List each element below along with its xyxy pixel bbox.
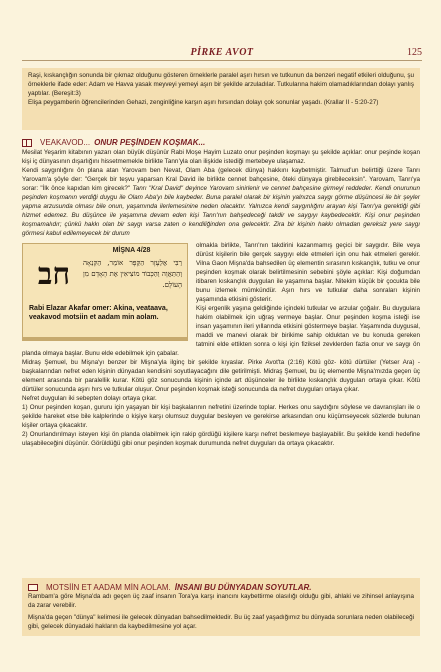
section-heading-bold: ONUR PEŞİNDEN KOŞMAK...: [94, 138, 206, 147]
running-title: PİRKE AVOT: [190, 47, 254, 58]
paragraph: Mişna'da geçen "dünya" kelimesi ile gelecek dünyadan bahsedilmektedir. Bu üç zaaf yaşadığımız bu dünyada sorunlara neden olabileceği gibi, gelecek dünyadaki hakların da kaybedilmesine yol açar.: [28, 613, 414, 630]
mishna-hebrew: רַבִּי אֶלְעָזָר הַקַּפָּר אוֹמֵר, הַקִּנְאָה וְהַתַּאֲוָה וְהַכָּבוֹד מוֹצִיאִין אֶת הָאָדָם מִן הָעוֹלָם.: [83, 259, 182, 289]
section-heading-bold: İNSANI BU DÜNYADAN SOYUTLAR.: [174, 583, 312, 592]
mishna-box: [22, 243, 188, 341]
section-motsiin: [22, 578, 420, 636]
paragraph: Midraş Şemuel, bu Mişna'yı benzer bir Mişna'yla ilginç bir şekilde kıyaslar. Pirke Avot'ta (2:16) Kötü göz- kötü dürtüler (Yetser Ara) - başkalarından nefret eden kişinin dünyadan kendisini soyutlayacağını dile getirilmişti. Midraş Şemuel, bu üç elementle Mişna'mızda geçen üç element arasında bir paralellik kurar. Kötü göz sonucunda kişinin içinde art düşünceler ile birlikte kıskançlık duyguları ortaya çıkar. Kötü dürtüler sonucunda aşırı hırs ve tutkular oluşur. Onur peşinden koşmak isteği sonucunda da nefret duyguları ortaya çıkar.: [22, 359, 420, 393]
paragraph: 2) Onurlandırılmayı isteyen kişi ön planda olabilmek için rakip gördüğü kişilere karşı nefret beslemeye başlayabilir. Bu şekilde kendi hedefine ulaşabileceğini düşünür. Görüldüğü gibi onur peşinden koşmak durumunda nefret duyguları da ortaya çıkacaktır.: [22, 431, 420, 447]
header-rule: [22, 60, 422, 61]
paragraph: Rambam'a göre Mişna'da adı geçen üç zaaf insanın Tora'ya karşı inancını kaybettirme olasılığı olduğu gibi, ahlaki ve zihinsel anlayışına da zarar verebilir.: [28, 593, 414, 609]
float-wrap: [22, 241, 420, 448]
section-heading: [22, 137, 420, 148]
intro-paragraph-1: Raşi, kıskançlığın sonunda bir çıkmaz olduğunu gösteren örneklerle paralel aşırı hırsın ve tutkunun da benzeri negatif etkileri olduğunu, şu örneklerle ifade eder: Adam ve Havva yasak meyveyi yemeyi aşırı bir şekilde arzuladılar. Tutkularına hakim olamadıklarından dolayı yanlış yaptılar. (Bereşit:3): [28, 72, 414, 97]
book-icon: [22, 139, 32, 146]
paragraph: [22, 166, 420, 238]
page-header: [22, 47, 422, 65]
intro-paragraph-2: Elişa peygamberin öğrencilerinden Gehazi, zenginliğine karşın aşırı hırsından dolayı çok sonunlar yaşadı. (Krallar II - 5:20-27): [28, 98, 379, 106]
mishna-border: [23, 337, 187, 340]
paragraph: Kişi ergenlik yaşına geldiğinde içindeki tutkular ve arzular çoğalır. Bu duygulara hakim olabilmek için uğraş vermeye başlar. Onur peşinden koşma isteği ise insan yaşamının ileri yıllarında etkisini göstermeye başlar. Yaşamında duygusal, maddi ve manevi olarak bir birikime sahip olduktan ve bu konuda gereken tatmini elde ettikten sonra o kişi için fiziksel zevklerden fazla onur ve saygı ön planda olmaya başlar. Bunu elde edebilmek için çabalar.: [22, 305, 420, 357]
paragraph: Mesilat Yeşarim kitabının yazarı olan büyük düşünür Rabi Moşe Hayim Luzato onur peşinden koşmayı şu şekilde açıklar: onur peşinde koşan kişi iç dünyasının dışarlığını hissetmemekle birlikte Tanrı'yla olan ilişkide istediği mertebeye ulaşamaz.: [22, 149, 420, 165]
mishna-transliteration: Rabi Elazar Akafar omer: Akina, veataava, veakavod motsiin et aadam min aolam.: [29, 305, 168, 321]
section-heading-plain: MOTSİİN ET AADAM MİN AOLAM.: [46, 583, 171, 592]
section-heading-plain: VEAKAVOD...: [40, 138, 91, 147]
paragraph: 1) Onur peşinden koşan, gururu için yaşayan bir kişi başkalarının nefretini üzerinde toplar. Herkes onu saydığını söylese ve davranışları ile o şekilde hareket etse bile kalplerinde o kişiye karşı olumsuz duygular besleyen ve gerekirse arkasından onu küçümseyecek sözlerde bulunan kişiler ortaya çıkacaktır.: [22, 404, 420, 429]
mishna-glyph: חב: [37, 257, 71, 292]
intro-box: [22, 68, 420, 130]
page-number: 125: [407, 47, 422, 58]
section-heading: [28, 582, 414, 593]
text: Tanrı "Kral David" deyince Yarovam sinirlenir ve cennet bahçesine girmeyi reddeder. Kendi onurunun peşinden koşmanın verdiği duygu ile Olam Aba'yı bile kaybeder. Buna paralel olarak bir kişinin yalnızca saygı görme düşüncesi ile bir şeyler yapma arzusunda olması bile onun, yaşamında ilerlemesinine neden olacaktır. Yalnızca kendi saygınlığını arayan kişi Tanrı'ya gerektiği gibi hizmet edemez. Bu düşünce ile yaşamına devam eden kişi Tanrı'nın bahşedeceği takdir ve saygıyı kaybedecektir. Kişi onur peşinden koşmamalıdır; çünkü hakkı olan bir saygı varsa zaten o kendiliğinden ona gelecektir. Zira bir kişinin hakkı olmadan gereksiz yere saygı görmesi kabul edilemeyecek bir durum: [22, 185, 420, 237]
text: Kendi saygınlığını ön plana atan Yarovam ben Nevat, Olam Aba (gelecek dünya) hakkını kaybetmiştir. Talmud'un belirttiği üzere Tanrı Yarovam'a şöyle der: "Gerçek bir teşvu yaparsan Kral David ile birlikte cennet bahçesine, öteki dünyaya girebileceksin". Yarovam, Tanrı'ya sorar: "İlk önce kapıdan kim girecek?": [22, 167, 420, 192]
section-onur: [22, 137, 420, 448]
paragraph: olmakla birlikte, Tanrı'nın takdirini kazanmamış geçici bir saygıdır. Bile veya dürüst kişilerin bile gerçek saygıyı elde etmeleri için onu hak etmeleri gerekir. Vilna Gaon Mişna'da bahsedilen üç elementin sırasının kıskançlık, tutku ve onur peşinden koşmak olarak belirtilmesinin sebebini şöyle açıklar: Kişi doğumdan itibaren kıskançlık duyguları ile yaşamına başlar. Nitekim küçük bir çocukta bile bunu izlemek mümkündür. Aşırı hırs ve tutkular daha sonraları kişinin yaşamında etkisini gösterir.: [196, 242, 420, 303]
mishna-heading: MİŞNA 4/28: [112, 247, 151, 254]
paragraph: Nefret duyguları iki sebepten dolayı ortaya çıkar.: [22, 395, 157, 402]
book-icon: [28, 584, 38, 591]
